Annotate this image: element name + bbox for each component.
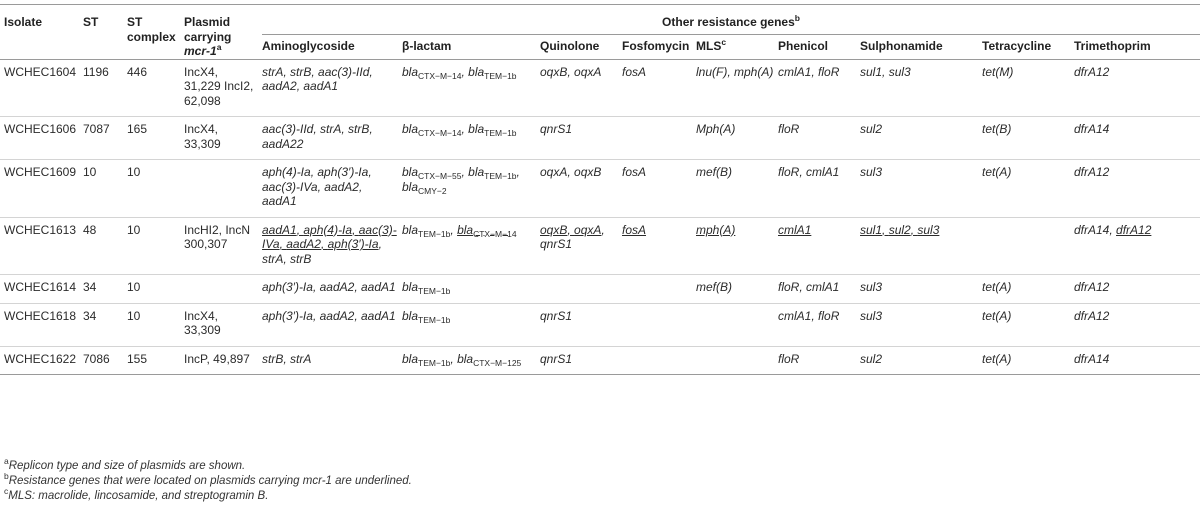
header-tetracycline: Tetracycline [982,38,1052,53]
gene-name: aac(3)-IVa [262,222,397,251]
header-plasmid [180,5,258,60]
cell-aminoglycoside: aph(4)-Ia, aph(3′)-Ia, aac(3)-IVa, aadA2, aadA1 [262,165,372,208]
cell-trimethoprim [1070,346,1200,375]
header-other-resistance-genes [258,5,1200,37]
gene-name: dfrA12 [1074,64,1110,79]
gene-name: tet(B) [982,122,1012,136]
cell-quinolone [536,346,618,375]
cell-mls [692,217,774,275]
gene-name: dfrA14 [1074,122,1110,136]
gene-name: bla$_{CMY-2}$ [402,179,447,196]
cell-fosfomycin [618,59,692,117]
header-fosfomycin: Fosfomycin [622,38,690,53]
cell-tetracycline [978,117,1070,160]
cell-st-complex: 10 [127,308,141,323]
gene-name: oqxB [540,222,568,237]
gene-name: dfrA12 [1074,280,1110,294]
header-mls-label: MLS [696,38,722,53]
footnote-mark: c [4,486,9,496]
gene-name: aadA1 [361,280,396,294]
gene-name: cmlA1 [806,165,840,179]
gene-name: bla$_{TEM-1b}$ [402,308,451,325]
cell-beta-lactam: bla$_{TEM-1b}$, bla$_{CTX-M-125}$ [402,351,522,368]
gene-name: tet(A) [982,351,1012,366]
header-trimethoprim: Trimethoprim [1074,38,1151,53]
cell-tetracycline [978,346,1070,375]
gene-name: aph(3′)-Ia [262,308,313,323]
cell-quinolone [536,275,618,304]
table-row [0,303,1200,346]
gene-name: strA [262,251,284,266]
cell-tetracycline [978,217,1070,275]
gene-name: cmlA1 [778,222,812,237]
gene-name: sul1 [860,64,883,79]
header-row-primary [0,5,1200,37]
cell-fosfomycin [618,275,692,304]
cell-phenicol [774,217,856,275]
header-st: ST [83,15,99,29]
gene-name: floR [818,64,840,79]
gene-name: aph(3′)-Ia [317,165,369,179]
table-row [0,275,1200,304]
header-isolate: Isolate [4,15,43,29]
cell-phenicol: cmlA1, floR [778,64,840,79]
gene-name: aadA1 [303,79,339,93]
cell-isolate: WCHEC1614 [4,280,77,294]
gene-name: oqxB [574,165,602,179]
gene-name: aac(3)-IId [262,122,314,136]
cell-quinolone [536,303,618,346]
gene-name: oqxA [540,165,568,179]
cell-st-complex: 10 [127,280,141,294]
gene-name: Mph(A) [696,122,736,136]
cell-plasmid: IncX4, 33,309 [184,308,221,337]
cell-isolate: WCHEC1618 [4,308,77,323]
gene-name: dfrA14 [1074,351,1110,366]
cell-sulphonamide: sul1, sul3 [860,64,911,79]
cell-quinolone: oqxB, oqxA, qnrS1 [540,222,605,251]
cell-phenicol [774,117,856,160]
cell-tetracycline [978,59,1070,117]
gene-name: bla$_{CTX-M-55}$ [402,165,462,181]
gene-name: cmlA1 [778,308,812,323]
cell-phenicol: cmlA1, floR [778,308,840,323]
cell-plasmid: IncP, 49,897 [184,351,250,366]
gene-name: qnrS1 [540,237,573,251]
footnote-text: MLS: macrolide, lincosamide, and streptogramin B. [8,490,269,502]
gene-name: dfrA12 [1074,165,1110,179]
header-beta-lactam: β-lactam [402,38,452,53]
cell-beta-lactam [398,275,536,304]
cell-sulphonamide [856,346,978,375]
gene-name: strB [348,122,370,136]
cell-mls [692,303,774,346]
gene-name: bla$_{TEM-1b}$ [402,351,451,368]
gene-name: sul3 [860,308,883,323]
cell-isolate: WCHEC1609 [4,165,77,179]
gene-name: aadA1 [262,194,297,208]
cell-trimethoprim [1070,59,1200,117]
header-plasmid-gene: mcr-1 [184,44,217,58]
header-mls [692,37,774,59]
footnote [4,456,412,474]
table-body [0,59,1200,375]
gene-name: fosA [622,165,647,179]
gene-name: tet(A) [982,308,1012,323]
gene-name: sul3 [888,64,911,79]
cell-st: 7086 [83,351,110,366]
cell-beta-lactam: bla$_{CTX-M-14}$, bla$_{TEM-1b}$ [402,64,517,81]
resistance-genes-table [0,4,1200,375]
cell-phenicol: floR, cmlA1 [778,280,840,294]
gene-name: dfrA14 [1074,222,1110,237]
cell-trimethoprim [1070,160,1200,218]
cell-st: 7087 [83,122,110,136]
cell-mls [692,117,774,160]
gene-name: sul2 [888,222,911,237]
gene-name: aph(3′)-Ia [327,237,379,251]
cell-fosfomycin [618,117,692,160]
gene-name: bla$_{TEM-1b}$ [402,222,451,239]
table-row [0,59,1200,117]
header-aminoglycoside: Aminoglycoside [262,38,355,53]
cell-st-complex: 10 [127,222,141,237]
footnote-mark-c: c [721,36,727,47]
gene-name: bla$_{TEM-1b}$ [468,122,517,138]
cell-fosfomycin [618,303,692,346]
gene-name: aadA22 [262,136,304,151]
cell-fosfomycin [618,160,692,218]
cell-st: 10 [83,165,97,179]
header-plasmid-label: Plasmid carrying [184,15,232,44]
cell-st-complex: 10 [127,165,141,179]
gene-name: oqxA [574,64,602,79]
table-row [0,117,1200,160]
cell-plasmid: IncX4, 31,229 IncI2, 62,098 [184,64,254,108]
footnote-mark: a [4,456,9,466]
gene-name: aac(3)-IId [318,64,370,79]
header-sulphonamide: Sulphonamide [860,38,943,53]
gene-name: aph(4)-Ia [303,222,353,237]
gene-name: sul3 [917,222,940,237]
gene-name: strA [262,64,284,79]
gene-name: dfrA12 [1116,222,1152,237]
gene-name: lnu(F) [696,64,728,79]
gene-name: aac(3)-IVa [262,179,318,194]
cell-quinolone [536,117,618,160]
cell-fosfomycin [618,346,692,375]
cell-sulphonamide [856,117,978,160]
footnote [4,486,412,504]
cell-sulphonamide: sul1, sul2, sul3 [860,222,940,237]
cell-sulphonamide [856,160,978,218]
gene-name: qnrS1 [540,122,573,136]
footnote-mark-a: a [216,42,222,52]
gene-name: oqxB [540,64,568,79]
cell-sulphonamide [856,275,978,304]
cell-mls [692,275,774,304]
cell-aminoglycoside: strB, strA [262,351,312,366]
cell-plasmid: IncHI2, IncN 300,307 [184,222,251,251]
gene-name: qnrS1 [540,308,573,323]
cell-beta-lactam [398,303,536,346]
cell-st: 34 [83,308,97,323]
gene-name: sul2 [860,351,883,366]
cell-aminoglycoside: strA, strB, aac(3)-IId, aadA2, aadA1 [262,64,373,93]
gene-name: oqxA [574,222,602,237]
gene-name: sul2 [860,122,883,136]
gene-name: floR [778,165,800,179]
gene-name: dfrA12 [1074,308,1110,323]
cell-sulphonamide [856,303,978,346]
cell-beta-lactam: bla$_{CTX-M-14}$, bla$_{TEM-1b}$ [402,122,517,138]
cell-st: 1196 [83,64,109,79]
cell-quinolone: oqxA, oqxB [540,165,602,179]
cell-trimethoprim [1070,117,1200,160]
gene-name: strA [290,351,312,366]
cell-tetracycline [978,160,1070,218]
gene-name: strB [262,351,284,366]
cell-trimethoprim: dfrA14, dfrA12 [1074,222,1152,237]
cell-aminoglycoside: aac(3)-IId, strA, strB, aadA22 [262,122,373,151]
gene-name: fosA [622,64,647,79]
gene-name: floR [818,308,840,323]
cell-quinolone: oqxB, oqxA [540,64,602,79]
cell-plasmid [180,160,258,218]
header-phenicol: Phenicol [778,38,829,53]
gene-name: strB [290,64,312,79]
cell-mls [692,160,774,218]
cell-st: 48 [83,222,97,237]
cell-st-complex: 446 [127,64,148,79]
gene-name: tet(A) [982,165,1012,179]
gene-name: bla$_{CTX-M-125}$ [457,351,522,368]
gene-name: bla$_{CTX-M-14}$ [402,122,462,138]
gene-name: aadA2 [324,179,359,194]
cell-beta-lactam: bla$_{TEM-1b}$, bla$_{CTX-M-14}$ [402,222,517,239]
gene-name: mef(B) [696,165,732,179]
cell-st-complex: 155 [127,351,148,366]
gene-name: floR [778,351,800,366]
footnote [4,471,412,489]
cell-isolate: WCHEC1622 [4,351,77,366]
gene-name: sul3 [860,280,883,294]
gene-name: aadA2 [319,280,355,294]
gene-name: qnrS1 [540,351,573,366]
cell-trimethoprim [1070,275,1200,304]
gene-name: tet(A) [982,280,1012,294]
gene-name: aph(4)-Ia [262,165,311,179]
gene-name: aadA2 [319,308,355,323]
cell-tetracycline [978,275,1070,304]
cell-isolate: WCHEC1606 [4,122,77,136]
gene-name: strA [320,122,342,136]
cell-plasmid [180,275,258,304]
cell-isolate: WCHEC1613 [4,222,77,237]
gene-name: floR [778,280,800,294]
cell-aminoglycoside: aadA1, aph(4)-Ia, aac(3)-IVa, aadA2, aph(3′)-Ia, strA, strB [262,222,397,266]
header-st-complex: ST complex [127,15,176,44]
cell-phenicol [774,346,856,375]
footnote-text: Replicon type and size of plasmids are shown. [8,460,246,472]
gene-name: aadA2 [286,237,321,251]
cell-tetracycline [978,303,1070,346]
cell-trimethoprim [1070,303,1200,346]
table-row [0,160,1200,218]
gene-name: tet(M) [982,64,1014,79]
table-row [0,217,1200,275]
footnote-text: Resistance genes that were located on plasmids carrying mcr-1 are underlined. [8,475,412,487]
gene-name: cmlA1 [778,64,812,79]
cell-st: 34 [83,280,97,294]
cell-isolate: WCHEC1604 [4,64,77,79]
gene-name: bla$_{CTX-M-14}$ [402,64,462,81]
cell-plasmid: IncX4, 33,309 [184,122,221,151]
header-group-rule [262,15,1200,35]
gene-name: aadA2 [262,79,297,93]
header-group-label: Other resistance genes [662,15,795,29]
cell-beta-lactam: bla$_{CTX-M-55}$, bla$_{TEM-1b}$, bla$_{CMY-2}$ [402,165,520,196]
gene-name: aadA1 [262,222,297,237]
gene-name: strB [290,251,312,266]
gene-name: bla$_{TEM-1b}$ [402,280,451,296]
gene-name: aadA1 [361,308,396,323]
table-row [0,346,1200,375]
gene-name: cmlA1 [806,280,840,294]
gene-name: bla$_{CTX-M-14}$ [457,222,517,239]
cell-mls: lnu(F), mph(A) [696,64,774,79]
gene-name: sul3 [860,165,883,179]
cell-aminoglycoside: aph(3′)-Ia, aadA2, aadA1 [262,308,396,323]
gene-name: mph(A) [734,64,774,79]
cell-phenicol: floR, cmlA1 [778,165,840,179]
gene-name: sul1 [860,222,883,237]
gene-name: bla$_{TEM-1b}$ [468,165,517,181]
cell-fosfomycin [618,217,692,275]
gene-name: floR [778,122,800,136]
footnote-mark-b: b [794,13,800,23]
gene-name: aph(3′)-Ia [262,280,313,294]
cell-aminoglycoside: aph(3′)-Ia, aadA2, aadA1 [262,280,396,294]
footnotes [4,456,412,504]
gene-name: bla$_{TEM-1b}$ [468,64,517,81]
cell-st-complex: 165 [127,122,148,136]
gene-name: mph(A) [696,222,736,237]
footnote-mark: b [4,471,9,481]
header-quinolone: Quinolone [540,38,600,53]
cell-mls [692,346,774,375]
gene-name: fosA [622,222,647,237]
gene-name: mef(B) [696,280,732,294]
